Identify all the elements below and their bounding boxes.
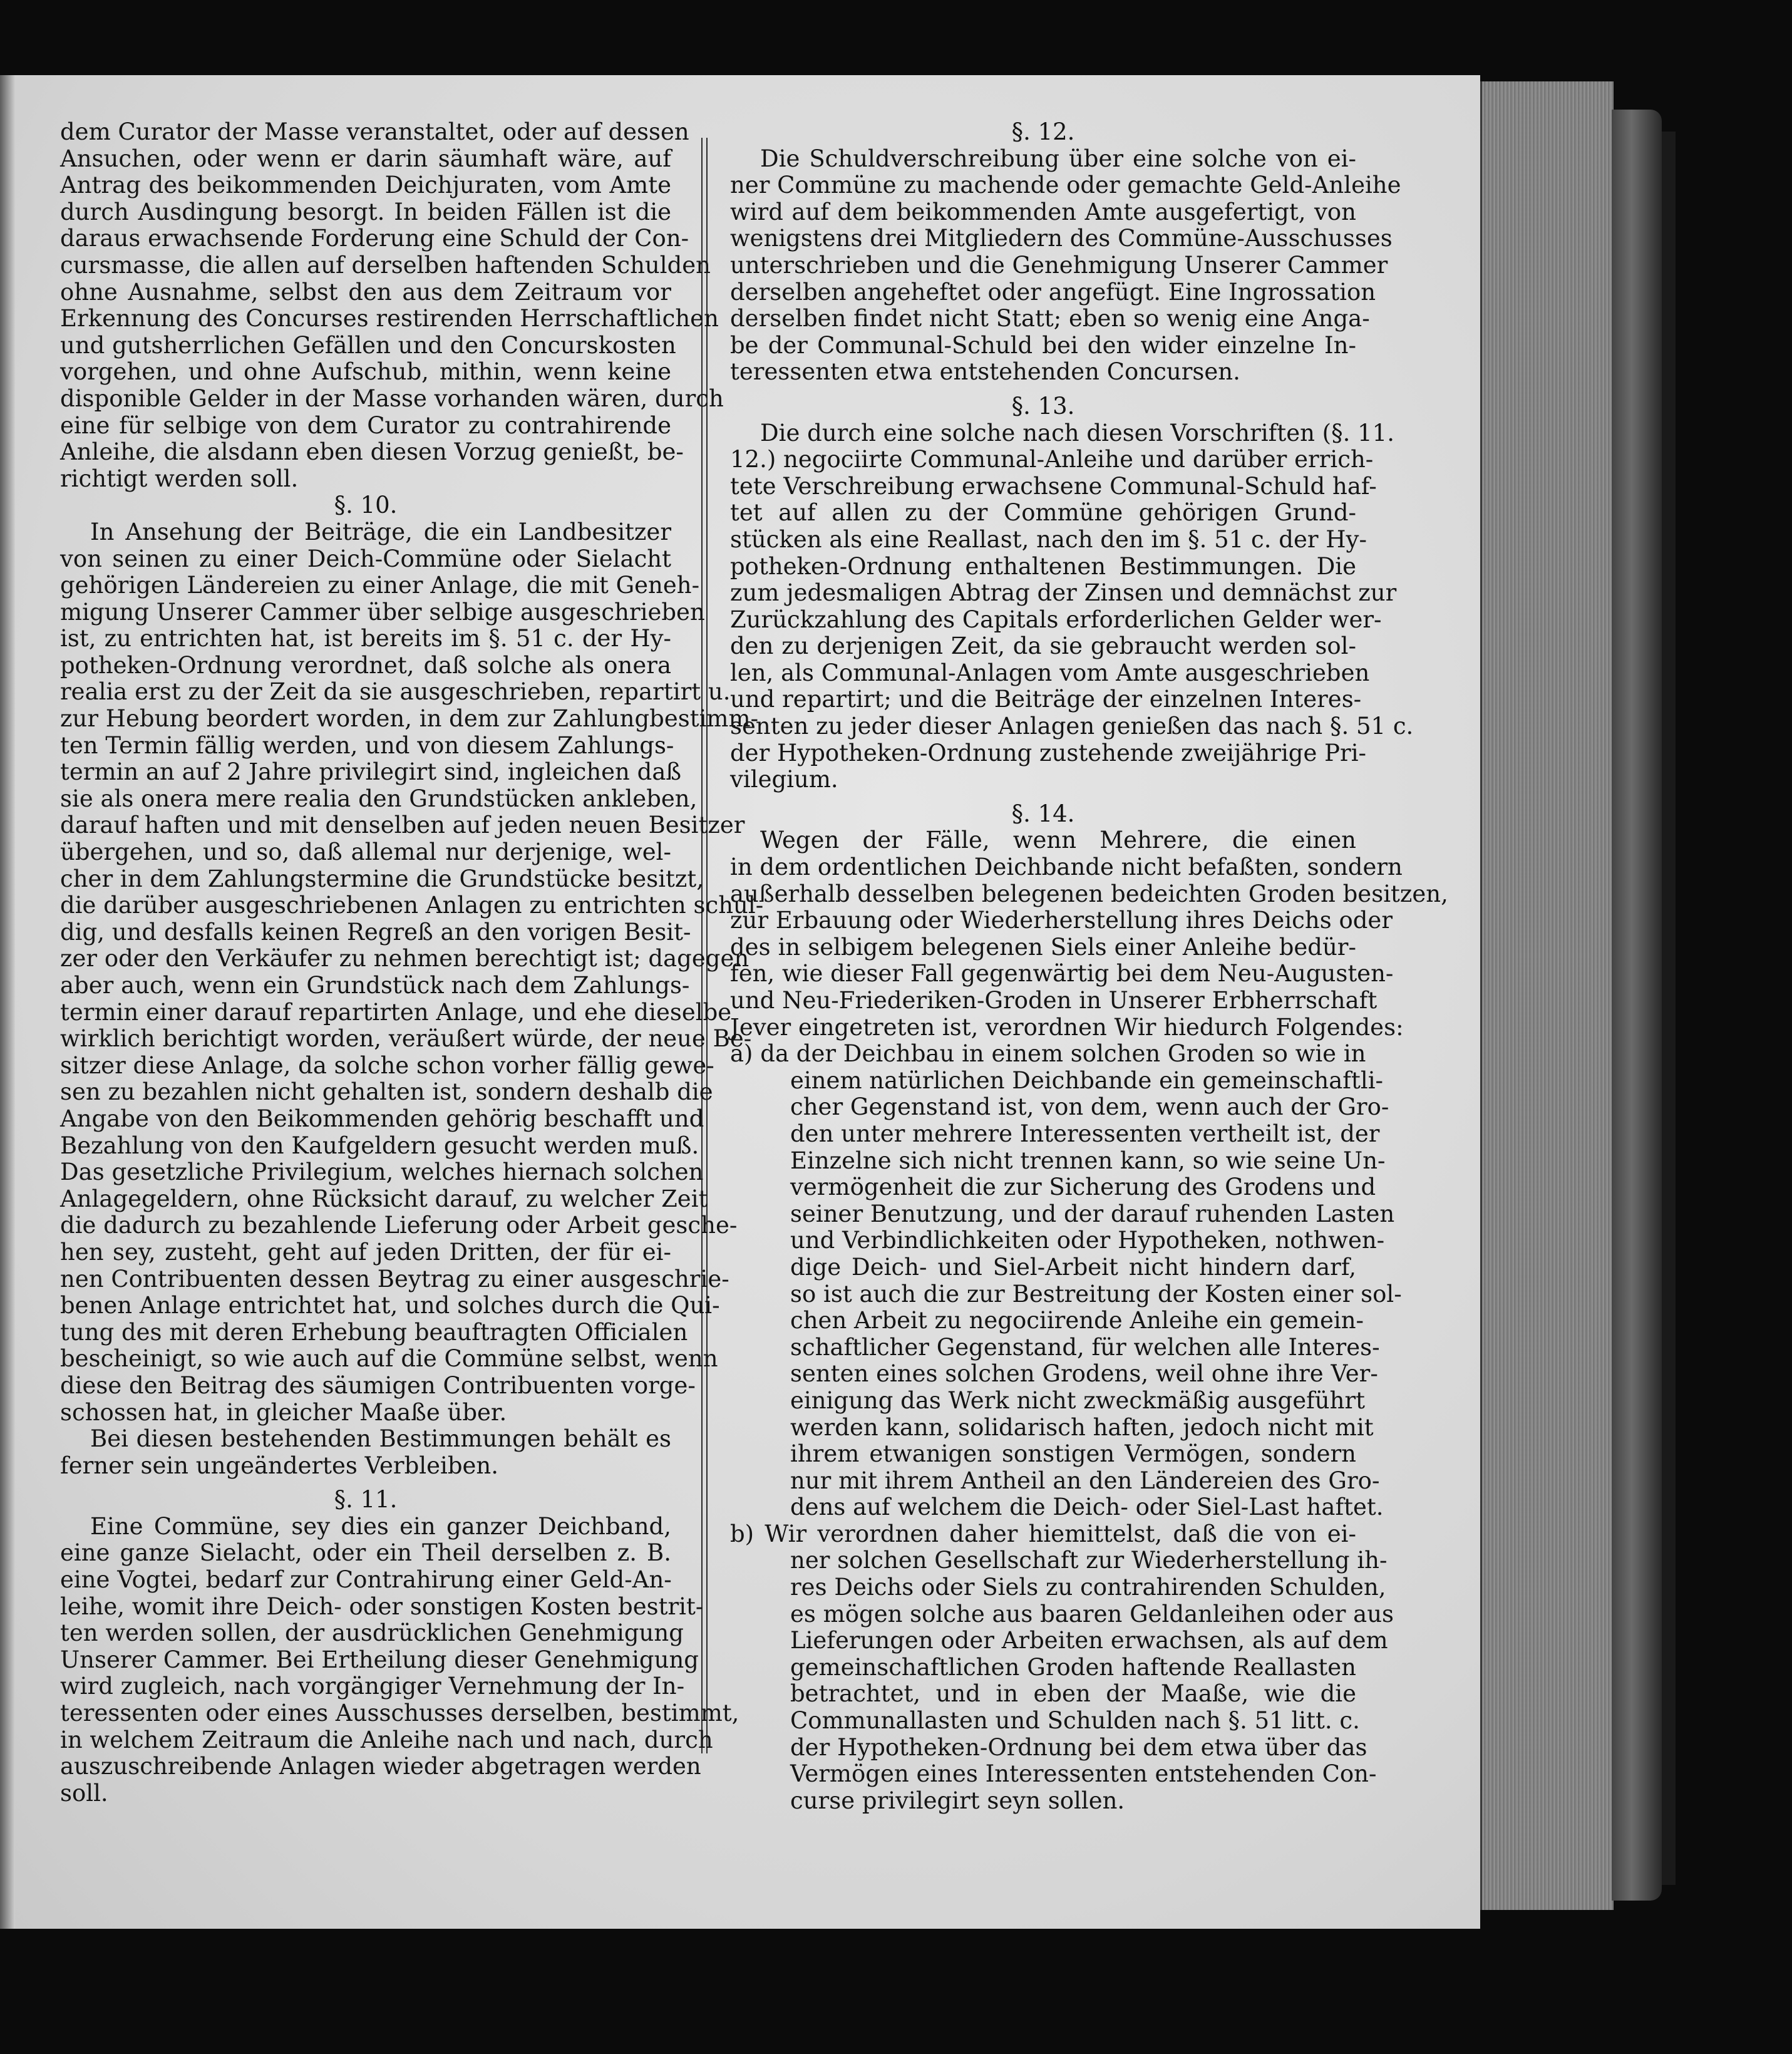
text-line: derselben angeheftet oder angefügt. Eine Ingrossation	[730, 278, 1376, 306]
text-line: aber auch, wenn ein Grundstück nach dem Zahlungs-	[60, 972, 690, 999]
left-paragraph-10-closing	[60, 1426, 671, 1479]
page-stack-edge	[1480, 81, 1614, 1910]
text-line: von seinen zu einer Deich-Commüne oder Sielacht	[60, 545, 671, 572]
text-line: hen sey, zusteht, geht auf jeden Dritten, der für ei-	[60, 1238, 671, 1266]
text-line: termin einer darauf repartirten Anlage, und ehe dieselbe	[60, 998, 732, 1026]
text-line: und Neu-Friederiken-Groden in Unserer Erbherrschaft	[730, 987, 1377, 1014]
text-line: bescheinigt, so wie auch auf die Commüne selbst, wenn	[60, 1345, 718, 1373]
text-line: den zu derjenigen Zeit, da sie gebraucht werden sol-	[730, 632, 1356, 660]
text-line: termin an auf 2 Jahre privilegirt sind, ingleichen daß	[60, 758, 682, 786]
text-line: realia erst zu der Zeit da sie ausgeschrieben, repartirt u.	[60, 678, 731, 706]
text-line: chen Arbeit zu negociirende Anleihe ein gemein-	[790, 1307, 1364, 1334]
text-line: Antrag des beikommenden Deichjuraten, vom Amte	[60, 172, 671, 199]
text-line: dens auf welchem die Deich- oder Siel-Last haftet.	[790, 1494, 1384, 1521]
text-line: stücken als eine Reallast, nach den im §. 51 c. der Hy-	[730, 525, 1367, 553]
text-line: Wegen der Fälle, wenn Mehrere, die einen	[760, 827, 1356, 854]
text-line: in welchem Zeitraum die Anleihe nach und nach, durch	[60, 1726, 713, 1753]
section-heading-12: §. 12.	[1011, 118, 1075, 145]
text-line: 12.) negociirte Communal-Anleihe und darüber errich-	[730, 446, 1374, 473]
text-line: senten eines solchen Grodens, weil ohne ihre Ver-	[790, 1360, 1378, 1388]
text-line: der Hypotheken-Ordnung bei dem etwa über das	[790, 1733, 1367, 1761]
text-line: dige Deich- und Siel-Arbeit nicht hindern darf,	[790, 1253, 1356, 1281]
text-line: ner solchen Gesellschaft zur Wiederherstellung ih-	[790, 1547, 1388, 1574]
text-line: nen Contribuenten dessen Beytrag zu einer ausgeschrie-	[60, 1265, 729, 1293]
text-line: cher Gegenstand ist, von dem, wenn auch der Gro-	[790, 1093, 1389, 1121]
text-line: der Hypotheken-Ordnung zustehende zweijährige Pri-	[730, 739, 1367, 766]
text-line: Einzelne sich nicht trennen kann, so wie seine Un-	[790, 1147, 1386, 1174]
text-line: Vermögen eines Interessenten entstehenden Con-	[790, 1760, 1377, 1788]
text-line: nur mit ihrem Antheil an den Ländereien des Gro-	[790, 1467, 1380, 1494]
text-line: len, als Communal-Anlagen vom Amte ausgeschrieben	[730, 659, 1370, 686]
text-line: Die durch eine solche nach diesen Vorschriften (§. 11.	[760, 419, 1394, 446]
text-line: außerhalb desselben belegenen bedeichten Groden besitzen,	[730, 880, 1448, 907]
text-line: so ist auch die zur Bestreitung der Kosten einer sol-	[790, 1280, 1402, 1308]
right-paragraph-12	[730, 145, 1401, 386]
text-line: Das gesetzliche Privilegium, welches hiernach solchen	[60, 1159, 704, 1186]
text-line: Anleihe, die alsdann eben diesen Vorzug genießt, be-	[60, 438, 684, 466]
text-line: potheken-Ordnung enthaltenen Bestimmungen. Die	[730, 552, 1356, 580]
text-line: leihe, womit ihre Deich- oder sonstigen Kosten bestrit-	[60, 1592, 704, 1620]
text-line: sie als onera mere realia den Grundstücken ankleben,	[60, 785, 698, 812]
text-line: eine Vogtei, bedarf zur Contrahirung einer Geld-An-	[60, 1566, 672, 1594]
text-line: die dadurch zu bezahlende Lieferung oder Arbeit gesche-	[60, 1212, 738, 1239]
text-line: wird auf dem beikommenden Amte ausgefertigt, von	[730, 198, 1356, 225]
text-line: ten werden sollen, der ausdrücklichen Genehmigung	[60, 1619, 684, 1647]
text-line: disponible Gelder in der Masse vorhanden wären, durch	[60, 384, 724, 412]
text-line: fen, wie dieser Fall gegenwärtig bei dem Neu-Augusten-	[730, 960, 1394, 988]
text-line: Bei diesen bestehenden Bestimmungen behält es	[90, 1425, 671, 1453]
text-line: Zurückzahlung des Capitals erforderlichen Gelder wer-	[730, 606, 1382, 633]
right-paragraph-14	[730, 827, 1448, 1041]
text-line: schaftlicher Gegenstand, für welchen alle Interes-	[790, 1333, 1380, 1361]
text-line: ner Commüne zu machende oder gemachte Geld-Anleihe	[730, 172, 1401, 199]
text-line: zer oder den Verkäufer zu nehmen berechtigt ist; dagegen	[60, 945, 749, 973]
left-paragraph-10	[60, 518, 764, 1426]
section-heading-14: §. 14.	[1011, 800, 1075, 827]
text-line: schossen hat, in gleicher Maaße über.	[60, 1398, 507, 1426]
text-line: eine ganze Sielacht, oder ein Theil derselben z. B.	[60, 1539, 671, 1567]
text-line: betrachtet, und in eben der Maaße, wie die	[790, 1680, 1356, 1708]
text-line: ten Termin fällig werden, und von diesem Zahlungs-	[60, 731, 674, 759]
text-line: daraus erwachsende Forderung eine Schuld der Con-	[60, 225, 689, 252]
text-line: des in selbigem belegenen Siels einer Anleihe bedür-	[730, 933, 1356, 961]
right-paragraph-13	[730, 419, 1414, 793]
text-line: Anlagegeldern, ohne Rücksicht darauf, zu welcher Zeit	[60, 1185, 708, 1212]
list-item-a-first-line: a) da der Deichbau in einem solchen Groden so wie in	[730, 1040, 1366, 1068]
text-line: Ansuchen, oder wenn er darin säumhaft wäre, auf	[60, 145, 671, 172]
text-line: diese den Beitrag des säumigen Contribuenten vorge-	[60, 1371, 696, 1399]
book-binding	[1612, 110, 1662, 1901]
text-line: tete Verschreibung erwachsene Communal-Schuld haf-	[730, 472, 1377, 500]
text-line: Die Schuldverschreibung über eine solche von ei-	[760, 145, 1356, 172]
text-line: cursmasse, die allen auf derselben haftenden Schulden	[60, 251, 711, 279]
text-line: wenigstens drei Mitgliedern des Commüne-Ausschusses	[730, 225, 1393, 252]
text-line: tung des mit deren Erhebung beauftragten Officialen	[60, 1318, 688, 1346]
text-line: den unter mehrere Interessenten vertheilt ist, der	[790, 1120, 1380, 1147]
text-line: Erkennung des Concurses restirenden Herrschaftlichen	[60, 305, 719, 333]
text-line: wird zugleich, nach vorgängiger Vernehmung der In-	[60, 1673, 685, 1700]
text-line: durch Ausdingung besorgt. In beiden Fällen ist die	[60, 198, 671, 225]
text-line: In Ansehung der Beiträge, die ein Landbesitzer	[90, 518, 671, 545]
left-paragraph-continuation	[60, 118, 724, 492]
text-line: auszuschreibende Anlagen wieder abgetragen werden	[60, 1753, 701, 1780]
text-line: und repartirt; und die Beiträge der einzelnen Interes-	[730, 686, 1362, 713]
text-line: migung Unserer Cammer über selbige ausgeschrieben	[60, 598, 705, 626]
text-line: ihrem etwanigen sonstigen Vermögen, sondern	[790, 1440, 1356, 1468]
text-line: übergehen, und so, daß allemal nur derjenige, wel-	[60, 839, 671, 866]
text-line: teressenten etwa entstehenden Concursen.	[730, 358, 1240, 386]
text-line: Bezahlung von den Kaufgeldern gesucht werden muß.	[60, 1132, 699, 1159]
text-line: soll.	[60, 1779, 108, 1807]
text-line: und Verbindlichkeiten oder Hypotheken, nothwen-	[790, 1227, 1385, 1254]
text-line: werden kann, solidarisch haften, jedoch nicht mit	[790, 1413, 1374, 1441]
text-line: zum jedesmaligen Abtrag der Zinsen und demnächst zur	[730, 579, 1397, 607]
text-line: Communallasten und Schulden nach §. 51 litt. c.	[790, 1707, 1360, 1735]
text-line: Eine Commüne, sey dies ein ganzer Deichband,	[90, 1512, 671, 1540]
list-item-b	[730, 1520, 1394, 1815]
text-line: dem Curator der Masse veranstaltet, oder auf dessen	[60, 118, 689, 145]
text-line: Unserer Cammer. Bei Ertheilung dieser Genehmigung	[60, 1646, 699, 1673]
text-line: zur Hebung beordert worden, in dem zur Zahlungbestimm-	[60, 705, 759, 733]
text-line: senten zu jeder dieser Anlagen genießen das nach §. 51 c.	[730, 713, 1414, 740]
text-line: cher in dem Zahlungstermine die Grundstücke besitzt,	[60, 865, 704, 892]
text-line: in dem ordentlichen Deichbande nicht befaßten, sondern	[730, 854, 1403, 881]
text-line: eine für selbige von dem Curator zu contrahirende	[60, 411, 671, 439]
text-line: benen Anlage entrichtet hat, und solches durch die Qui-	[60, 1292, 720, 1319]
left-paragraph-11	[60, 1512, 739, 1807]
section-heading-11: §. 11.	[334, 1486, 398, 1514]
section-heading-13: §. 13.	[1011, 392, 1075, 420]
text-line: vorgehen, und ohne Aufschub, mithin, wenn keine	[60, 358, 671, 386]
text-line: es mögen solche aus baaren Geldanleihen oder aus	[790, 1600, 1394, 1628]
text-line: unterschrieben und die Genehmigung Unserer Cammer	[730, 251, 1388, 279]
text-line: einem natürlichen Deichbande ein gemeinschaftli-	[790, 1066, 1384, 1094]
text-line: dig, und desfalls keinen Regreß an den vorigen Besit-	[60, 918, 691, 946]
text-line: potheken-Ordnung verordnet, daß solche als onera	[60, 651, 671, 679]
text-line: tet auf allen zu der Commüne gehörigen Grund-	[730, 499, 1356, 527]
text-line: richtigt werden soll.	[60, 465, 299, 492]
list-item-a	[730, 1040, 1402, 1521]
right-column	[730, 118, 1448, 1814]
text-line: vermögenheit die zur Sicherung des Grodens und	[790, 1174, 1376, 1201]
text-line: darauf haften und mit denselben auf jeden neuen Besitzer	[60, 812, 745, 839]
text-line: res Deichs oder Siels zu contrahirenden Schulden,	[790, 1574, 1386, 1601]
text-line: Angabe von den Beikommenden gehörig beschafft und	[60, 1105, 704, 1132]
text-line: be der Communal-Schuld bei den wider einzelne In-	[730, 331, 1356, 359]
text-line: teressenten oder eines Ausschusses derselben, bestimmt,	[60, 1700, 739, 1727]
text-line: ferner sein ungeändertes Verbleiben.	[60, 1452, 499, 1479]
text-line: und gutsherrlichen Gefällen und den Concurskosten	[60, 331, 676, 359]
section-heading-10: §. 10.	[334, 492, 398, 519]
text-line: ist, zu entrichten hat, ist bereits im §. 51 c. der Hy-	[60, 625, 671, 653]
text-line: Jever eingetreten ist, verordnen Wir hiedurch Folgendes:	[730, 1013, 1404, 1041]
text-line: sitzer diese Anlage, da solche schon vorher fällig gewe-	[60, 1051, 714, 1079]
binding-shadow	[1662, 132, 1676, 1885]
text-line: gehörigen Ländereien zu einer Anlage, die mit Geneh-	[60, 572, 700, 599]
text-line: ohne Ausnahme, selbst den aus dem Zeitraum vor	[60, 278, 671, 306]
left-column	[60, 118, 764, 1807]
text-line: wirklich berichtigt worden, veräußert würde, der neue Be-	[60, 1025, 752, 1053]
text-line: seiner Benutzung, und der darauf ruhenden Lasten	[790, 1200, 1395, 1227]
text-line: gemeinschaftlichen Groden haftende Reallasten	[790, 1653, 1356, 1681]
text-line: einigung das Werk nicht zweckmäßig ausgeführt	[790, 1386, 1366, 1414]
text-line: Lieferungen oder Arbeiten erwachsen, als auf dem	[790, 1627, 1388, 1654]
text-line: curse privilegirt seyn sollen.	[790, 1787, 1125, 1814]
text-line: sen zu bezahlen nicht gehalten ist, sondern deshalb die	[60, 1078, 713, 1106]
text-line: zur Erbauung oder Wiederherstellung ihres Deichs oder	[730, 907, 1393, 934]
text-line: die darüber ausgeschriebenen Anlagen zu entrichten schul-	[60, 892, 764, 919]
text-line: derselben findet nicht Statt; eben so wenig eine Anga-	[730, 305, 1370, 333]
left-page-edge	[0, 75, 15, 1929]
text-line: vilegium.	[730, 766, 838, 793]
list-item-b-first-line: b) Wir verordnen daher hiemittelst, daß die von ei-	[730, 1520, 1356, 1547]
